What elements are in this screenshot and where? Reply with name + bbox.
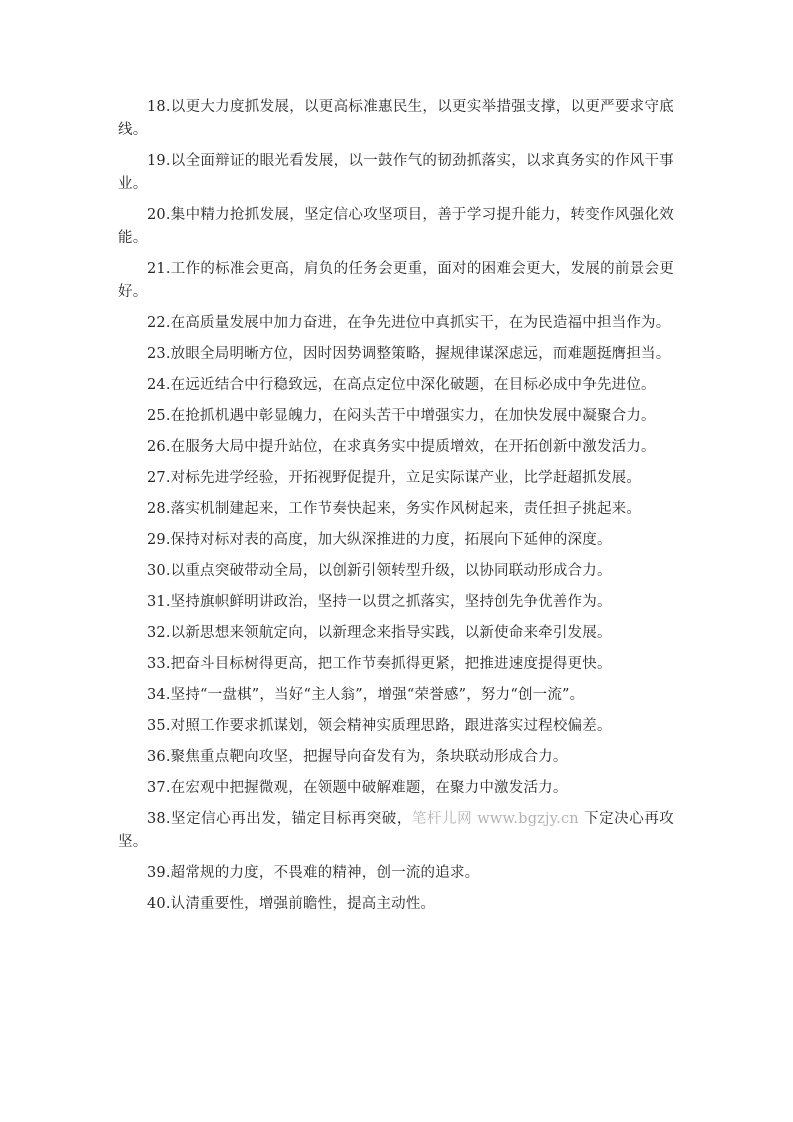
paragraph-40: 40.认清重要性，增强前瞻性，提高主动性。 <box>147 896 436 912</box>
watermark-link[interactable]: 笔杆儿网 www.bgzjy.cn <box>411 811 579 827</box>
paragraph-24: 24.在远近结合中行稳致远，在高点定位中深化破题，在目标必成中争先进位。 <box>147 377 656 393</box>
paragraph-22: 22.在高质量发展中加力奋进，在争先进位中真抓实干，在为民造福中担当作为。 <box>147 315 671 331</box>
paragraph-38-start: 38.坚定信心再出发，锚定目标再突破， <box>147 811 412 827</box>
paragraph-26: 26.在服务大局中提升站位，在求真务实中提质增效，在开拓创新中激发活力。 <box>147 439 656 455</box>
paragraph-36: 36.聚焦重点靶向攻坚，把握导向奋发有为，条块联动形成合力。 <box>147 749 568 765</box>
paragraph-35: 35.对照工作要求抓谋划，领会精神实质理思路，跟进落实过程校偏差。 <box>147 718 612 734</box>
paragraph-21: 21.工作的标准会更高，肩负的任务会更重，面对的困难会更大，发展的前景会更好。 <box>118 261 674 300</box>
paragraph-30: 30.以重点突破带动全局，以创新引领转型升级，以协同联动形成合力。 <box>147 563 612 579</box>
paragraph-28: 28.落实机制建起来，工作节奏快起来，务实作风树起来，责任担子挑起来。 <box>147 501 642 517</box>
paragraph-37: 37.在宏观中把握微观，在领题中破解难题，在聚力中激发活力。 <box>147 780 568 796</box>
paragraph-18: 18.以更大力度抓发展，以更高标准惠民生，以更实举措强支撑，以更严要求守底线。 <box>118 99 674 138</box>
paragraph-25: 25.在抢抓机遇中彰显魄力，在闷头苦干中增强实力，在加快发展中凝聚合力。 <box>147 408 656 424</box>
paragraph-39: 39.超常规的力度，不畏难的精神，创一流的追求。 <box>147 865 480 881</box>
paragraph-34: 34.坚持“一盘棋”，当好“主人翁”，增强“荣誉感”，努力“创一流”。 <box>147 687 585 703</box>
paragraph-32: 32.以新思想来领航定向，以新理念来指导实践，以新使命来牵引发展。 <box>147 625 612 641</box>
paragraph-29: 29.保持对标对表的高度，加大纵深推进的力度，拓展向下延伸的深度。 <box>147 532 612 548</box>
paragraph-23: 23.放眼全局明晰方位，因时因势调整策略，握规律谋深虑远，而难题挺膺担当。 <box>147 346 671 362</box>
paragraph-19: 19.以全面辩证的眼光看发展，以一鼓作气的韧劲抓落实，以求真务实的作风干事业。 <box>118 153 674 192</box>
paragraph-27: 27.对标先进学经验，开拓视野促提升，立足实际谋产业，比学赶超抓发展。 <box>147 470 642 486</box>
document-body <box>118 96 674 924</box>
paragraph-20: 20.集中精力抢抓发展，坚定信心攻坚项目，善于学习提升能力，转变作风强化效能。 <box>118 207 674 246</box>
paragraph-38 <box>118 808 674 854</box>
paragraph-33: 33.把奋斗目标树得更高，把工作节奏抓得更紧，把推进速度提得更快。 <box>147 656 612 672</box>
paragraph-38-end: 下定决心再攻坚。 <box>118 811 675 850</box>
paragraph-31: 31.坚持旗帜鲜明讲政治，坚持一以贯之抓落实，坚持创先争优善作为。 <box>147 594 612 610</box>
